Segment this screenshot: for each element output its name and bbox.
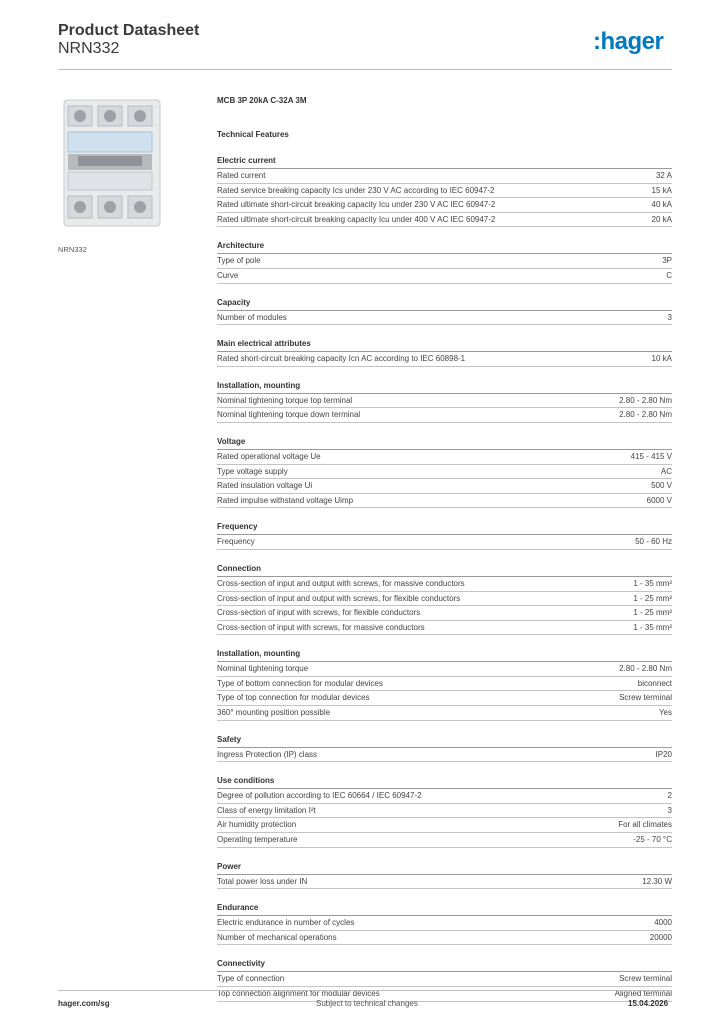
spec-value: 3P [662,256,672,266]
spec-row [217,606,672,621]
section-title: Electric current [217,156,672,169]
spec-value: 10 kA [651,354,672,364]
spec-value: 20000 [649,932,672,942]
feature-section [217,437,672,508]
section-title: Installation, mounting [217,381,672,394]
spec-value: 1 - 35 mm² [633,622,672,632]
spec-row [217,577,672,592]
spec-row [217,875,672,890]
spec-label: Rated service breaking capacity Ics under 230 V AC according to IEC 60947-2 [217,185,495,195]
spec-label: Total power loss under IN [217,876,308,886]
spec-value: biconnect [637,678,672,688]
image-caption: NRN332 [58,245,87,254]
spec-value: 2.80 - 2.80 Nm [619,410,672,420]
spec-value: 3 [667,312,672,322]
spec-row [217,479,672,494]
spec-row [217,254,672,269]
spec-value: 2 [667,791,672,801]
section-title: Safety [217,735,672,748]
spec-label: Type of pole [217,256,261,266]
spec-value: AC [660,466,672,476]
spec-label: Degree of pollution according to IEC 60664 / IEC 60947-2 [217,791,422,801]
spec-label: Frequency [217,537,255,547]
spec-label: Rated impulse withstand voltage Uimp [217,495,354,505]
spec-label: Ingress Protection (IP) class [217,749,318,759]
spec-value: 1 - 25 mm² [633,608,672,618]
spec-value: 40 kA [651,200,672,210]
spec-label: Cross-section of input and output with screws, for flexible conductors [217,593,461,603]
spec-value: 415 - 415 V [630,451,672,461]
spec-row [217,677,672,692]
feature-section [217,959,672,1001]
spec-row [217,494,672,509]
spec-label: Type of bottom connection for modular devices [217,678,383,688]
page-title: Product Datasheet [58,22,200,39]
spec-value: 50 - 60 Hz [635,537,672,547]
spec-value: 3 [667,805,672,815]
spec-label: Class of energy limitation I²t [217,805,316,815]
spec-label: Type of connection [217,974,285,984]
feature-section [217,649,672,720]
spec-label: Rated short-circuit breaking capacity Icn AC according to IEC 60898-1 [217,354,466,364]
section-title: Installation, mounting [217,649,672,662]
spec-value: IP20 [655,749,672,759]
product-name: MCB 3P 20kA C-32A 3M [217,96,307,105]
spec-value: Aligned terminal [614,989,672,998]
spec-label: Nominal tightening torque top terminal [217,395,353,405]
feature-section [217,903,672,945]
spec-label: Number of modules [217,312,287,322]
spec-value: For all climates [618,820,672,830]
spec-label: Number of mechanical operations [217,932,337,942]
spec-row [217,931,672,946]
section-title: Endurance [217,903,672,916]
feature-section [217,156,672,227]
spec-row [217,198,672,213]
spec-row [217,465,672,480]
spec-row [217,916,672,931]
section-title: Connectivity [217,959,672,972]
spec-label: Nominal tightening torque down terminal [217,410,361,420]
spec-label: Rated ultimate short-circuit breaking capacity Icu under 230 V AC IEC 60947-2 [217,200,496,210]
section-title: Frequency [217,522,672,535]
spec-row [217,535,672,550]
spec-value: 12.30 W [642,876,672,886]
spec-value: 15 kA [651,185,672,195]
spec-label: 360° mounting position possible [217,708,331,718]
spec-label: Rated current [217,171,266,180]
spec-row [217,213,672,228]
spec-value: Screw terminal [619,974,672,984]
spec-row [217,833,672,848]
spec-label: Cross-section of input and output with screws, for massive conductors [217,578,465,588]
spec-label: Curve [217,270,239,280]
spec-value: 1 - 35 mm² [633,578,672,588]
spec-label: Type voltage supply [217,466,288,476]
spec-value: 500 V [651,481,672,491]
spec-value: -25 - 70 °C [633,835,672,845]
spec-value: 32 A [655,171,672,180]
spec-row [217,662,672,677]
section-title: Capacity [217,298,672,311]
section-title: Main electrical attributes [217,339,672,352]
feature-section [217,339,672,367]
spec-row [217,972,672,987]
spec-row [217,691,672,706]
feature-section [217,381,672,423]
feature-section [217,564,672,635]
spec-row [217,269,672,284]
datasheet-content [217,96,672,1002]
spec-value: C [666,270,672,280]
section-title: Architecture [217,241,672,254]
spec-row [217,789,672,804]
spec-row [217,352,672,367]
spec-row [217,408,672,423]
spec-label: Cross-section of input with screws, for massive conductors [217,622,425,632]
feature-sections [217,156,672,1002]
footer-website: hager.com/sg [58,999,110,1008]
feature-section [217,862,672,890]
spec-row [217,169,672,184]
section-title: Connection [217,564,672,577]
spec-label: Electric endurance in number of cycles [217,918,355,928]
spec-label: Type of top connection for modular devices [217,693,370,703]
spec-row [217,706,672,721]
spec-value: 1 - 25 mm² [633,593,672,603]
spec-row [217,804,672,819]
spec-label: Rated ultimate short-circuit breaking capacity Icu under 400 V AC IEC 60947-2 [217,214,496,224]
spec-value: Screw terminal [619,693,672,703]
spec-label: Air humidity protection [217,820,297,830]
spec-row [217,184,672,199]
spec-value: 2.80 - 2.80 Nm [619,664,672,674]
spec-value: Yes [658,708,672,718]
spec-value: 2.80 - 2.80 Nm [619,395,672,405]
section-title: Power [217,862,672,875]
spec-row [217,394,672,409]
feature-section [217,241,672,283]
spec-label: Cross-section of input with screws, for flexible conductors [217,608,421,618]
spec-row [217,621,672,636]
spec-label: Rated insulation voltage Ui [217,481,313,491]
spec-label: Nominal tightening torque [217,664,309,674]
feature-section [217,522,672,550]
feature-section [217,735,672,763]
spec-row [217,450,672,465]
hager-logo: :hager [593,28,664,55]
footer-date: 15.04.2026 [628,999,669,1008]
spec-value: 6000 V [646,495,672,505]
spec-value: 4000 [654,918,672,928]
spec-row [217,748,672,763]
spec-label: Top connection alignment for modular devices [217,989,380,998]
spec-value: 20 kA [651,214,672,224]
product-code: NRN332 [58,40,120,57]
header-divider [58,69,672,70]
feature-section [217,298,672,326]
section-title: Voltage [217,437,672,450]
footer-notice: Subject to technical changes [316,999,418,1008]
spec-row [217,818,672,833]
section-title: Use conditions [217,776,672,789]
spec-row [217,592,672,607]
spec-row [217,311,672,326]
spec-label: Rated operational voltage Ue [217,451,321,461]
technical-features-heading: Technical Features [217,130,289,139]
circuit-breaker-image [58,96,190,236]
feature-section [217,776,672,847]
spec-label: Operating temperature [217,835,298,845]
footer-divider [58,990,672,991]
